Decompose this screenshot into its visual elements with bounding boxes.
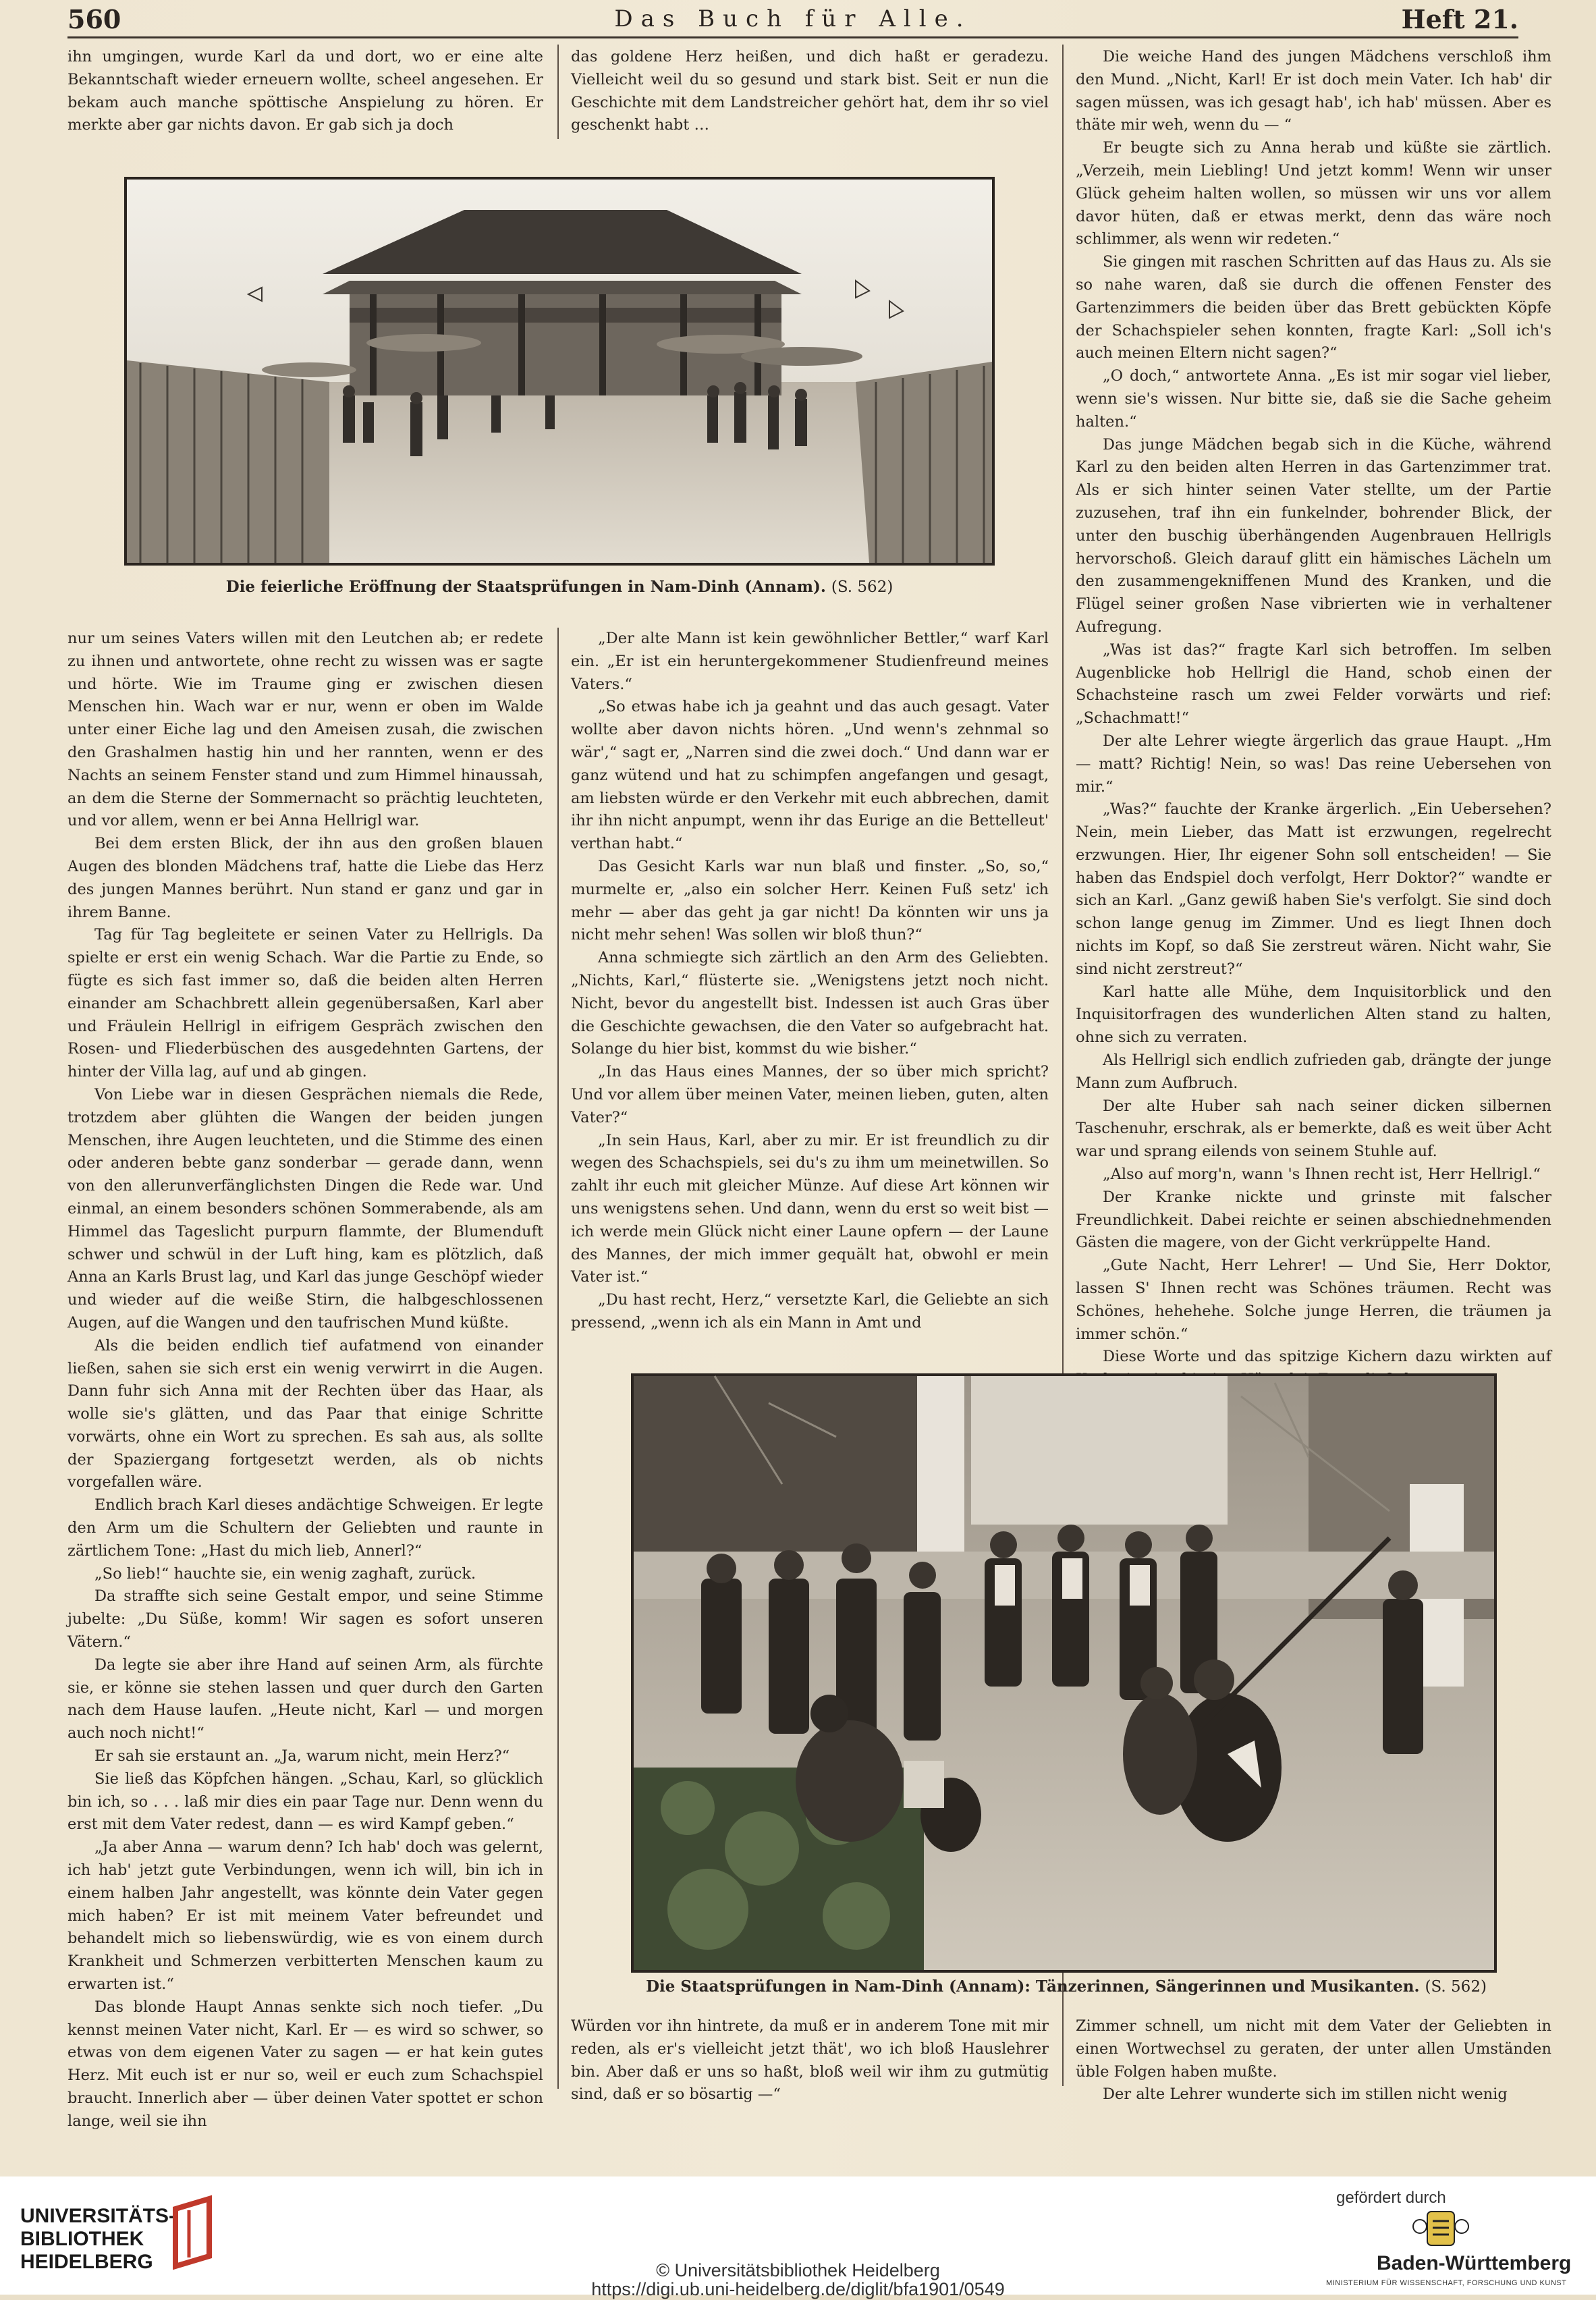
photo-exam-opening <box>124 177 995 566</box>
library-name-line: BIBLIOTHEK <box>20 2228 144 2250</box>
paragraph: Endlich brach Karl dieses andächtige Schweigen. Er legte den Arm um die Schultern der Geliebten und raunte in zärtlichem Tone: „Hast du mich lieb, Annerl?“ <box>67 1496 543 1560</box>
paragraph: „Ja aber Anna — warum denn? Ich hab' doch was gelernt, ich hab' jetzt gute Verbindungen, wenn ich will, bin ich in einem halben Jahr angestellt, was könnte dein Vater gegen mich haben? Er ist mit meinem Vater befreundet und behandelt mich so liebenswürdig, wie es von einem durch Krankheit und Schmerzen verbitterten Menschen kaum zu erwarten ist.“ <box>67 1838 543 1994</box>
issue-number: Heft 21. <box>1401 4 1518 34</box>
photo-dancers-musicians-image <box>634 1376 1494 1970</box>
caption-text: Die feierliche Eröffnung der Staatsprüfungen in Nam-Dinh (Annam). <box>225 578 826 596</box>
column-divider <box>557 45 559 139</box>
column-2-bottom <box>571 2015 1049 2110</box>
paragraph: „In sein Haus, Karl, aber zu mir. Er ist freundlich zu dir wegen des Schachspiels, sei du's zu ihm um meinetwillen. So zahlt ihr euch mit gleicher Münze. Auf diese Art können wir uns wenigstens sehen. Und dann, wenn du erst so weit bist — ich werde mein Glück nicht einer Laune opfern — der Laune des Mannes, der mich immer gequält hat, obwohl er mein Vater ist.“ <box>571 1131 1049 1286</box>
paragraph: Tag für Tag begleitete er seinen Vater zu Hellrigls. Da spielte er erst ein wenig Schach. War die Partie zu Ende, so fügte es sich fast immer so, daß die beiden alten Herren einander am Schachbrett allein gegenübersaßen, Karl aber und Fräulein Hellrigl in eifrigem Gespräch zwischen den Rosen- und Fliederbüschen des ausgedehnten Gartens, der hinter der Villa lag, auf und ab gingen. <box>67 926 543 1081</box>
paragraph: Anna schmiegte sich zärtlich an den Arm des Geliebten. „Nichts, Karl,“ flüsterte sie. „Wenigstens jetzt noch nicht. Nicht, bevor du angestellt bist. Indessen ist auch Gras über die Geschichte gewachsen, die den Vater so aufgebracht hat. Solange du hier bist, kommst du wie bisher.“ <box>571 949 1049 1058</box>
paragraph: Der alte Huber sah nach seiner dicken silbernen Taschenuhr, erschrak, als er bemerkte, daß es weit über Acht war und sprang eilends von seinem Stuhle auf. <box>1076 1097 1551 1161</box>
library-name-line: HEIDELBERG <box>20 2251 153 2273</box>
column-3-body <box>1076 46 1551 1366</box>
paragraph: Von Liebe war in diesen Gesprächen niemals die Rede, trotzdem aber glühten die Wangen der beiden jungen Menschen, ihre Augen leuchteten, und die Stimme des einen oder anderen bebte ganz sonderbar — gerade dann, wenn von den allerunverfänglichsten Dingen die Rede war. Und einmal, an einem besonders schönen Sommerabende, als am Himmel das Tageslicht purpurn flammte, der Blumenduft schwer und schwül in der Luft hing, kam es plötzlich, daß Anna an Karls Brust lag, und Karl das junge Geschöpf wieder und wieder auf die weiße Stirn, die halbgeschlossenen Augen, auf die Wangen und den taufrischen Mund küßte. <box>67 1085 543 1332</box>
funded-by-label: gefördert durch <box>1336 2189 1446 2207</box>
paragraph: Der alte Lehrer wiegte ärgerlich das graue Haupt. „Hm — matt? Richtig! Nein, so was! Das reine Uebersehen von mir.“ <box>1076 732 1551 796</box>
paragraph: Er beugte sich zu Anna herab und küßte sie zärtlich. „Verzeih, mein Liebling! Und jetzt komm! Wenn wir unser Glück geheim halten wollen, so müssen wir uns vor allem davor hüten, daß er etwas merkt, denn das wäre noch schlimmer, als wenn wir redeten.“ <box>1076 139 1551 248</box>
paragraph: Zimmer schnell, um nicht mit dem Vater der Geliebten in einen Wortwechsel zu geraten, der unter allen Umständen üble Folgen haben mußte. <box>1076 2017 1551 2081</box>
column-1-top <box>67 46 543 140</box>
paragraph: Er sah sie erstaunt an. „Ja, warum nicht, mein Herz?“ <box>94 1747 510 1765</box>
publication-title: Das Buch für Alle. <box>614 5 972 32</box>
paragraph: „In das Haus eines Mannes, der so über mich spricht? Und vor allem über meinen Vater, meinen lieben, guten, alten Vater?“ <box>571 1063 1049 1126</box>
column-divider <box>557 628 559 2089</box>
paragraph: „Also auf morg'n, wann 's Ihnen recht ist, Herr Hellrigl.“ <box>1103 1166 1541 1184</box>
photo-exam-opening-image <box>127 180 992 563</box>
paragraph: Das junge Mädchen begab sich in die Küche, während Karl zu den beiden alten Herren in das Gartenzimmer trat. Als er sich hinter seinen Vater stellte, um der Partie zuzusehen, traf ihn ein funkelnder, bohrender Blick, der unter den buschig überhängenden Augenbrauen Hellrigls hervorschoß. Gleich darauf glitt ein hämisches Lächeln um den zusammengekniffenen Mund des Kranken, und die Flügel seiner großen Nase vibrierten wie in verhaltener Aufregung. <box>1076 435 1551 636</box>
ministry-name: MINISTERIUM FÜR WISSENSCHAFT, FORSCHUNG UND KUNST <box>1326 2279 1567 2287</box>
column-2-top <box>571 46 1049 140</box>
paragraph: Die weiche Hand des jungen Mädchens verschloß ihm den Mund. „Nicht, Karl! Er ist doch mein Vater. Ich hab' dir sagen müssen, was ich gesagt hab', ich hab' müssen. Aber es thäte mir weh, wenn du — “ <box>1076 48 1551 134</box>
paragraph: „Was?“ fauchte der Kranke ärgerlich. „Ein Uebersehen? Nein, mein Lieber, das Matt ist erzwungen, regelrecht erzwungen. Hier, Ihr eigener Sohn soll entscheiden! — Sie haben das Endspiel doch verfolgt, Herr Doktor?“ wandte er sich an Karl. „Ganz gewiß haben Sie's verfolgt. Sie sind doch schon lange genug im Zimmer. Und es liegt Ihnen doch nichts im Kopf, so daß Sie zerstreut wären. Nicht wahr, Sie sind nicht zerstreut?“ <box>1076 800 1551 978</box>
paragraph: Das Gesicht Karls war nun blaß und finster. „So, so,“ murmelte er, „also ein solcher Herr. Keinen Fuß setz' ich mehr — aber das geht ja gar nicht! Da könnten wir uns ja nicht mehr sehen! Was sollen wir bloß thun?“ <box>571 857 1049 944</box>
digitization-footer <box>0 2176 1596 2299</box>
caption-page-ref: (S. 562) <box>831 578 893 596</box>
library-name-line: UNIVERSITÄTS- <box>20 2205 176 2227</box>
photo-1-caption <box>124 578 995 596</box>
paragraph: Bei dem ersten Blick, der ihn aus den großen blauen Augen des blonden Mädchens traf, hatte die Liebe das Herz des jungen Mannes berührt. Nun stand er ganz und gar in ihrem Banne. <box>67 835 543 921</box>
column-2-body <box>571 628 1049 1333</box>
paragraph: „Was ist das?“ fragte Karl sich betroffen. Im selben Augenblicke hob Hellrigl die Hand, schob einen der Schachsteine rasch um zwei Felder vorwärts und rief: „Schachmatt!“ <box>1076 640 1551 728</box>
paragraph: Das blonde Haupt Annas senkte sich noch tiefer. „Du kennst meinen Vater nicht, Karl. Er — es wird so schwer, so etwas von dem eigenen Vater zu sagen — er hat kein gutes Herz. Mit euch ist er nur so, weil er euch zum Schachspiel braucht. Innerlich aber — über deinen Vater spottet er schon lange, weil sie ihn <box>67 1998 543 2130</box>
paragraph: „Du hast recht, Herz,“ versetzte Karl, die Geliebte an sich pressend, „wenn ich als ein Mann in Amt und <box>571 1291 1049 1332</box>
paragraph: Würden vor ihn hintrete, da muß er in anderem Tone mit mir reden, als er's vielleicht jetzt thät', wo ich bloß Hauslehrer bin. Aber daß er uns so haßt, bloß weil wir ihm zu gutmütig sind, daß er so bösartig —“ <box>571 2017 1049 2104</box>
baden-wuerttemberg-crest-icon <box>1410 2206 1471 2251</box>
caption-text: Die Staatsprüfungen in Nam-Dinh (Annam): Tänzerinnen, Sängerinnen und Musikanten. <box>646 1977 1420 1996</box>
paragraph: nur um seines Vaters willen mit den Leutchen ab; er redete zu ihnen und antwortete, ohne recht zu wissen was er sagte und hörte. Wie im Traume ging er zwischen diesen Menschen hin. Wach war er nur, wenn er oben im Walde unter einer Eiche lag und den Ameisen zusah, die zwischen den Grashalmen hastig hin und her rannten, wenn er des Nachts an seinem Fenster stand und zum Himmel hinaussah, an dem die Sterne der Sommernacht so prächtig leuchteten, und vor allem, wenn er bei Anna Hellrigl war. <box>67 630 543 830</box>
column-3-bottom <box>1076 2015 1551 2110</box>
permalink-url[interactable]: https://digi.ub.uni-heidelberg.de/diglit/bfa1901/0549 <box>591 2279 1005 2299</box>
paragraph: „O doch,“ antwortete Anna. „Es ist mir sogar viel lieber, wenn sie's wissen. Nur bitte sie, daß sie die Sache geheim halten.“ <box>1076 367 1551 431</box>
paragraph: Diese Worte und das spitzige Kichern dazu wirkten auf <box>1103 1348 1551 1366</box>
paragraph: Da straffte sich seine Gestalt empor, und seine Stimme jubelte: „Du Süße, komm! Wir sagen es sofort unseren Vätern.“ <box>67 1587 543 1651</box>
paragraph: „Der alte Mann ist kein gewöhnlicher Bettler,“ warf Karl ein. „Er ist ein heruntergekommener Studienfreund meines Vaters.“ <box>571 630 1049 693</box>
photo-2-caption <box>617 1977 1515 1996</box>
copyright-notice: © Universitätsbibliothek Heidelberg <box>656 2260 940 2280</box>
column-1-body <box>67 628 543 2130</box>
ub-heidelberg-logo-icon <box>162 2195 223 2270</box>
paragraph: Der alte Lehrer wunderte sich im stillen nicht wenig <box>1103 2085 1508 2104</box>
paragraph: „Gute Nacht, Herr Lehrer! — Und Sie, Herr Doktor, lassen S' Ihnen recht was Schönes träumen. Recht was Schönes, hehehehe. Solche junge Herren, die träumen ja immer schön.“ <box>1076 1257 1551 1343</box>
paragraph: Als die beiden endlich tief aufatmend von einander ließen, sahen sie sich erst ein wenig verwirrt in die Augen. Dann fuhr sich Anna mit der Rechten über das Haar, als wolle sie's glätten, und das Paar that einige Schritte vorwärts, ohne ein Wort zu sprechen. Es sah aus, als sollte der Spaziergang fortgesetzt werden, als ob nichts vorgefallen wäre. <box>67 1336 543 1491</box>
caption-page-ref: (S. 562) <box>1425 1978 1487 1996</box>
paragraph: Da legte sie aber ihre Hand auf seinen Arm, als fürchte sie, er könne sie stehen lassen und quer durch den Garten nach dem Hause laufen. „Heute nicht, Karl — und morgen auch noch nicht!“ <box>67 1655 543 1743</box>
paragraph: Karl hatte alle Mühe, dem Inquisitorblick und den Inquisitorfragen des wunderlichen Alten stand zu halten, ohne sich zu verraten. <box>1076 983 1551 1047</box>
paragraph: Der Kranke nickte und grinste mit falscher Freundlichkeit. Dabei reichte er seinen abschiednehmenden Gästen die magere, von der Gicht verkrüppelte Hand. <box>1076 1188 1551 1252</box>
page-number: 560 <box>67 4 121 34</box>
paragraph: Als Hellrigl sich endlich zufrieden gab, drängte der junge Mann zum Aufbruch. <box>1076 1051 1551 1092</box>
paragraph: „So lieb!“ hauchte sie, ein wenig zaghaft, zurück. <box>94 1564 476 1583</box>
paragraph: das goldene Herz heißen, und dich haßt er geradezu. Vielleicht weil du so gesund und stark bist. Seit er nun die Geschichte mit dem Landstreicher gehört hat, dem ihr so viel geschenkt habt … <box>571 48 1049 134</box>
paragraph: Sie ließ das Köpfchen hängen. „Schau, Karl, so glücklich bin ich, so . . . laß mir dies ein paar Tage nur. Denn wenn du erst mit dem Vater redest, dann — es wird Kampf geben.“ <box>67 1770 543 1834</box>
photo-dancers-musicians <box>631 1373 1497 1973</box>
paragraph: „So etwas habe ich ja geahnt und das auch gesagt. Vater wollte aber davon nichts hören. „Und wenn's zehnmal so wär',“ sagt er, „Narren sind die zwei doch.“ Und dann war er ganz wütend und hat zu schimpfen angefangen und gesagt, am liebsten würde er den Verkehr mit euch abbrechen, damit ihr ihn nicht anpumpt, wenn ihr das Eurige an die Bettelleut' verthan habt.“ <box>571 698 1049 853</box>
paragraph: Sie gingen mit raschen Schritten auf das Haus zu. Als sie so nahe waren, daß sie durch die offenen Fenster des Gartenzimmers die beiden über das Brett gebückten Köpfe der Schachspieler sehen konnten, fragte Karl: „Soll ich's auch meinen Eltern nicht sagen?“ <box>1076 253 1551 362</box>
paragraph: ihn umgingen, wurde Karl da und dort, wo er eine alte Bekanntschaft wieder erneuern wollte, scheel angesehen. Er bekam auch manche spöttische Anspielung zu hören. Er merkte aber gar nichts davon. Er gab sich ja doch <box>67 48 543 134</box>
state-name: Baden-Württemberg <box>1377 2252 1572 2274</box>
page-header <box>67 3 1518 38</box>
